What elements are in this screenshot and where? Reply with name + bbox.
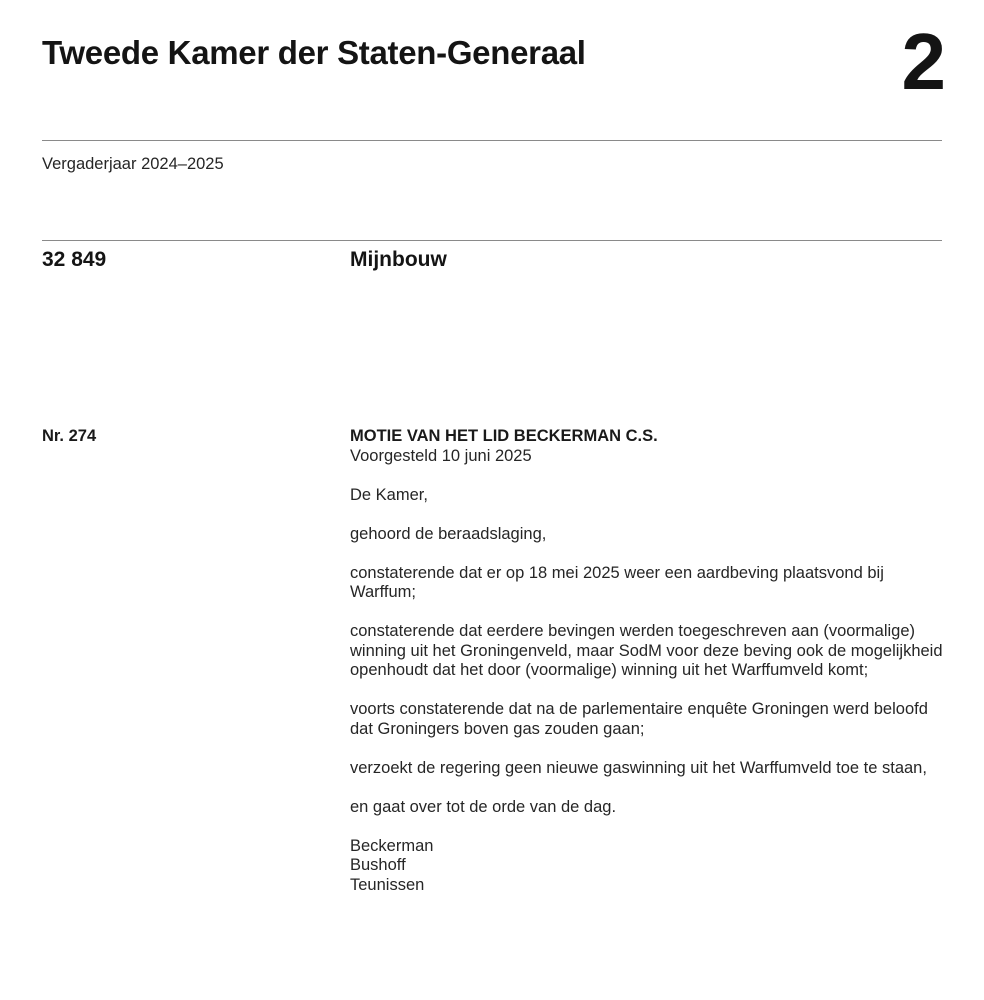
motion-body xyxy=(350,427,950,895)
signer-name: Beckerman xyxy=(350,836,434,855)
signers-list xyxy=(350,837,950,896)
document-number: 2 xyxy=(901,17,946,106)
signer-name: Teunissen xyxy=(350,875,425,894)
motion-header xyxy=(350,427,950,466)
motion-paragraph: constaterende dat eerdere bevingen werden toegeschreven aan (voormalige) winning uit het Groningenveld, maar SodM voor deze beving ook de mogelijkheid openhoudt dat het door (voormalige) winning uit het Warffumveld komt; xyxy=(350,622,943,679)
divider xyxy=(42,240,942,241)
motion-heading: MOTIE VAN HET LID BECKERMAN C.S. xyxy=(350,427,658,445)
motion-paragraph: constaterende dat er op 18 mei 2025 weer een aardbeving plaatsvond bij Warffum; xyxy=(350,563,884,601)
dossier-title: Mijnbouw xyxy=(350,248,447,271)
motion-paragraph: De Kamer, xyxy=(350,485,428,504)
item-number: Nr. 274 xyxy=(42,427,97,445)
motion-paragraph: voorts constaterende dat na de parlementaire enquête Groningen werd beloofd dat Groningers boven gas zouden gaan; xyxy=(350,700,928,738)
dossier-number: 32 849 xyxy=(42,248,107,271)
chamber-title: Tweede Kamer der Staten-Generaal xyxy=(42,34,586,71)
motion-paragraph: verzoekt de regering geen nieuwe gaswinning uit het Warffumveld toe te staan, xyxy=(350,758,927,777)
motion-proposed-date: Voorgesteld 10 juni 2025 xyxy=(350,446,532,465)
motion-paragraph: gehoord de beraadslaging, xyxy=(350,524,547,543)
signer-name: Bushoff xyxy=(350,856,406,874)
session-year: Vergaderjaar 2024–2025 xyxy=(42,155,224,173)
motion-paragraph: en gaat over tot de orde van de dag. xyxy=(350,797,617,816)
divider xyxy=(42,140,942,141)
